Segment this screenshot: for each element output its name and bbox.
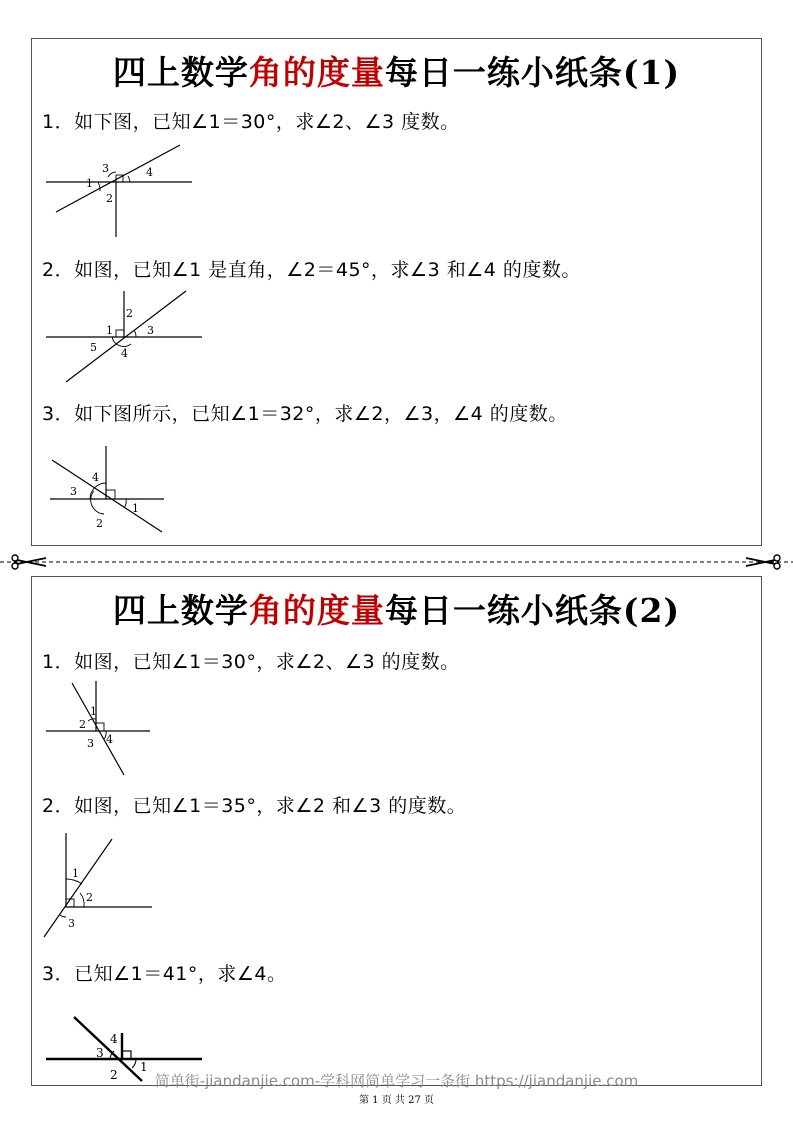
watermark-url: 简单街-jiandanjie.com-学科网简单学习一条街 https://jiandanjie.com (154, 1072, 639, 1090)
angle-label: 2 (79, 718, 86, 731)
angle-label: 3 (68, 917, 75, 930)
question-2: 2．如图，已知∠1＝35°，求∠2 和∠3 的度数。 (42, 795, 467, 817)
angle-label: 1 (106, 324, 113, 337)
angle-figure-3 (46, 444, 176, 536)
question-2: 2．如图，已知∠1 是直角，∠2＝45°，求∠3 和∠4 的度数。 (42, 259, 581, 281)
angle-label: 4 (110, 1032, 118, 1046)
angle-label: 1 (72, 867, 79, 880)
angle-label: 1 (90, 705, 97, 718)
sheet-title: 四上数学角的度量每日一练小纸条(2) (112, 591, 681, 630)
page-number: 第 1 页 共 27 页 (359, 1095, 434, 1106)
angle-figure-2 (44, 289, 204, 385)
angle-label: 1 (140, 1060, 148, 1074)
angle-label: 3 (102, 162, 109, 175)
angle-label: 1 (132, 502, 139, 515)
angle-label: 3 (87, 737, 94, 750)
angle-label: 4 (106, 733, 113, 746)
angle-label: 3 (147, 324, 154, 337)
angle-label: 2 (110, 1068, 118, 1082)
question-1: 1．如图，已知∠1＝30°，求∠2、∠3 的度数。 (42, 651, 460, 673)
angle-label: 1 (86, 177, 93, 190)
question-3: 3．如下图所示，已知∠1＝32°，求∠2，∠3，∠4 的度数。 (42, 403, 568, 425)
question-3: 3．已知∠1＝41°，求∠4。 (42, 963, 287, 985)
angle-label: 2 (96, 517, 103, 530)
angle-label: 3 (70, 485, 77, 498)
angle-label: 3 (96, 1046, 104, 1060)
angle-label: 5 (90, 341, 97, 354)
angle-figure-1 (44, 139, 194, 239)
angle-label: 2 (106, 192, 113, 205)
angle-label: 2 (86, 891, 93, 904)
angle-label: 4 (121, 347, 128, 360)
angle-label: 4 (92, 471, 99, 484)
angle-figure-4 (44, 679, 154, 777)
practice-sheet-2 (31, 576, 762, 1086)
practice-sheet-1 (31, 38, 762, 546)
angle-label: 2 (126, 307, 133, 320)
cut-line (0, 554, 793, 570)
angle-figure-5 (42, 831, 154, 939)
question-1: 1．如下图，已知∠1＝30°，求∠2、∠3 度数。 (42, 111, 460, 133)
sheet-title: 四上数学角的度量每日一练小纸条(1) (112, 53, 681, 92)
angle-label: 4 (146, 166, 153, 179)
